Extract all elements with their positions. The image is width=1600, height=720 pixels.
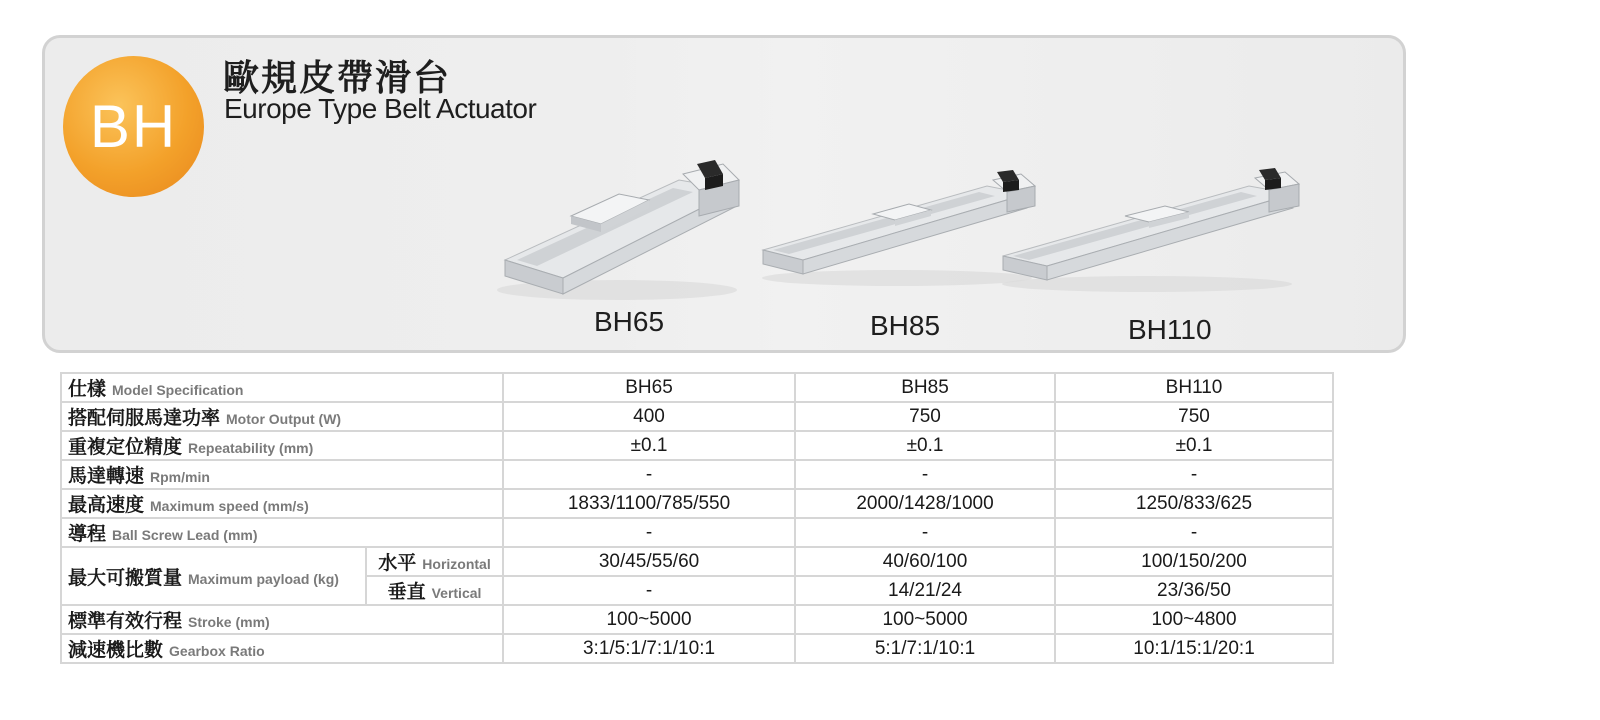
- table-cell: 1833/1100/785/550: [503, 489, 795, 518]
- table-cell: 30/45/55/60: [503, 547, 795, 576]
- table-row: [61, 634, 1333, 663]
- label-en: Stroke (mm): [188, 614, 270, 630]
- table-cell: 10:1/15:1/20:1: [1055, 634, 1333, 663]
- label-en: Model Specification: [112, 382, 244, 398]
- label-en: Motor Output (W): [226, 411, 342, 427]
- label-zh: 垂直: [387, 581, 426, 603]
- model-header: BH85: [795, 373, 1055, 402]
- label-en: Rpm/min: [150, 469, 210, 485]
- product-image-bh65: [497, 160, 747, 310]
- table-row: [61, 547, 1333, 576]
- table-row: [61, 605, 1333, 634]
- row-label: [61, 402, 503, 431]
- product-banner: [42, 35, 1406, 353]
- product-image-bh110: [997, 168, 1307, 298]
- label-zh: 仕樣: [68, 378, 107, 400]
- table-cell: -: [503, 518, 795, 547]
- table-cell: 750: [1055, 402, 1333, 431]
- table-cell: -: [503, 460, 795, 489]
- product-label-bh65: BH65: [594, 306, 665, 337]
- table-row: [61, 431, 1333, 460]
- label-en: Horizontal: [422, 556, 491, 572]
- table-cell: ±0.1: [1055, 431, 1333, 460]
- spec-table: [60, 372, 1334, 664]
- title-english: Europe Type Belt Actuator: [224, 93, 537, 124]
- table-row: [61, 373, 1333, 402]
- sub-label-vertical: [366, 576, 503, 605]
- table-cell: 23/36/50: [1055, 576, 1333, 605]
- table-cell: -: [795, 518, 1055, 547]
- label-zh: 最大可搬質量: [68, 566, 183, 589]
- table-cell: 100~4800: [1055, 605, 1333, 634]
- table-cell: -: [1055, 518, 1333, 547]
- label-en: Repeatability (mm): [188, 440, 314, 456]
- table-cell: ±0.1: [503, 431, 795, 460]
- model-header: BH65: [503, 373, 795, 402]
- product-label-bh110: BH110: [1128, 314, 1212, 345]
- label-zh: 導程: [68, 523, 107, 545]
- label-zh: 重複定位精度: [68, 436, 183, 458]
- table-cell: 400: [503, 402, 795, 431]
- row-label: [61, 373, 503, 402]
- label-zh: 減速機比數: [68, 639, 164, 661]
- table-cell: 3:1/5:1/7:1/10:1: [503, 634, 795, 663]
- label-en: Maximum payload (kg): [188, 570, 339, 587]
- row-label: [61, 605, 503, 634]
- row-label: [61, 489, 503, 518]
- label-zh: 馬達轉速: [68, 465, 145, 487]
- table-cell: 2000/1428/1000: [795, 489, 1055, 518]
- label-en: Gearbox Ratio: [169, 643, 265, 659]
- series-badge: BH: [63, 56, 204, 197]
- table-cell: 100/150/200: [1055, 547, 1333, 576]
- table-cell: 100~5000: [503, 605, 795, 634]
- row-label-payload: [61, 547, 366, 605]
- label-zh: 最高速度: [68, 494, 145, 516]
- table-cell: -: [795, 460, 1055, 489]
- label-zh: 搭配伺服馬達功率: [68, 407, 221, 429]
- table-cell: 100~5000: [795, 605, 1055, 634]
- model-header: BH110: [1055, 373, 1333, 402]
- row-label: [61, 431, 503, 460]
- product-label-bh85: BH85: [870, 310, 941, 341]
- table-cell: 1250/833/625: [1055, 489, 1333, 518]
- title-chinese: 歐規皮帶滑台: [223, 58, 452, 99]
- table-row: [61, 402, 1333, 431]
- table-cell: -: [1055, 460, 1333, 489]
- table-row: [61, 460, 1333, 489]
- row-label: [61, 518, 503, 547]
- table-row: [61, 489, 1333, 518]
- row-label: [61, 460, 503, 489]
- sub-label-horizontal: [366, 547, 503, 576]
- label-en: Vertical: [431, 585, 482, 601]
- table-cell: 750: [795, 402, 1055, 431]
- label-en: Maximum speed (mm/s): [150, 498, 309, 514]
- table-cell: 5:1/7:1/10:1: [795, 634, 1055, 663]
- table-row: [61, 518, 1333, 547]
- label-zh: 水平: [378, 552, 417, 574]
- table-cell: 40/60/100: [795, 547, 1055, 576]
- table-cell: -: [503, 576, 795, 605]
- table-cell: ±0.1: [795, 431, 1055, 460]
- table-cell: 14/21/24: [795, 576, 1055, 605]
- label-en: Ball Screw Lead (mm): [112, 527, 258, 543]
- label-zh: 標準有效行程: [68, 610, 183, 632]
- row-label: [61, 634, 503, 663]
